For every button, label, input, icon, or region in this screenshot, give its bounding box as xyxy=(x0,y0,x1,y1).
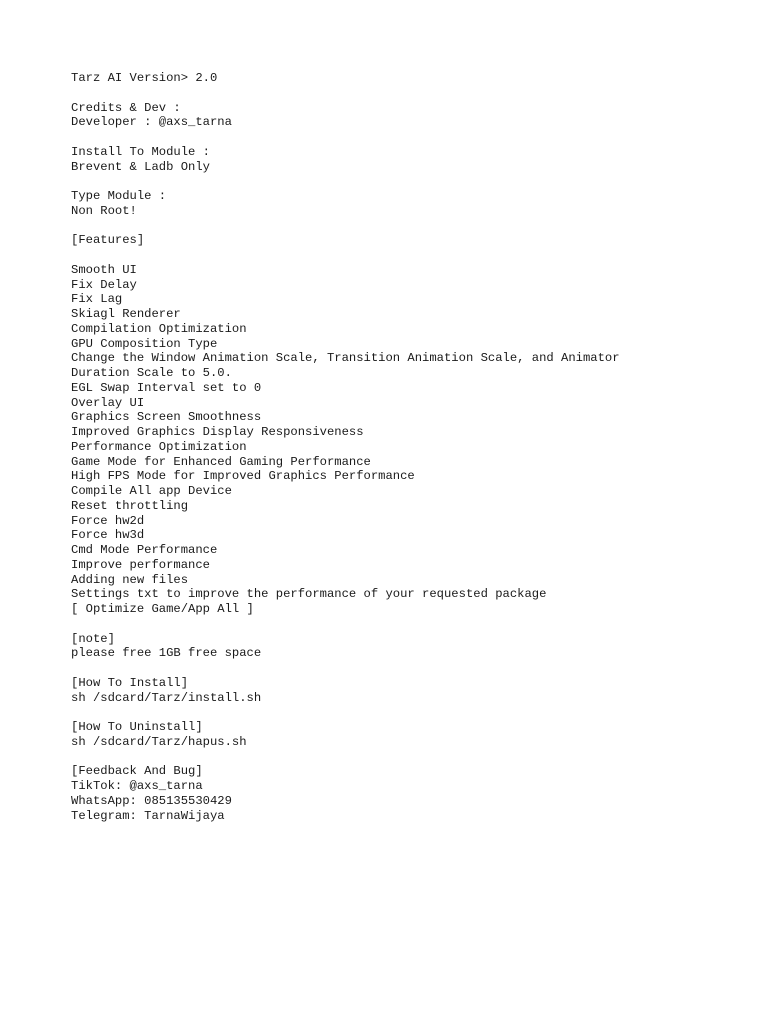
feature-item: Cmd Mode Performance xyxy=(71,543,218,557)
install-command: sh /sdcard/Tarz/install.sh xyxy=(71,690,262,705)
spacer xyxy=(71,750,751,765)
how-to-uninstall-heading: [How To Uninstall] xyxy=(71,720,203,734)
credits-heading: Credits & Dev : xyxy=(71,100,181,115)
feature-item: Change the Window Animation Scale, Transition Animation Scale, and Animator xyxy=(71,351,620,366)
feature-item: Reset throttling xyxy=(71,498,189,513)
document-page xyxy=(71,71,751,823)
feature-item: Fix Lag xyxy=(71,292,123,307)
feature-item: Force hw3d xyxy=(71,528,145,543)
feature-item: High FPS Mode for Improved Graphics Performance xyxy=(71,469,415,484)
install-module-value: Brevent & Ladb Only xyxy=(71,159,210,174)
feature-item: Duration Scale to 5.0. xyxy=(71,366,232,380)
telegram-contact: Telegram: TarnaWijaya xyxy=(71,808,225,823)
feature-item: GPU Composition Type xyxy=(71,336,218,351)
feature-item: Smooth UI xyxy=(71,262,137,277)
developer-line: Developer : @axs_tarna xyxy=(71,115,232,130)
spacer xyxy=(71,174,751,189)
feature-item: Skiagl Renderer xyxy=(71,307,181,321)
feature-item: [ Optimize Game/App All ] xyxy=(71,602,254,616)
how-to-install-heading: [How To Install] xyxy=(71,675,189,690)
spacer xyxy=(71,661,751,676)
feature-item: Compilation Optimization xyxy=(71,321,247,336)
feature-item: Graphics Screen Smoothness xyxy=(71,410,262,425)
install-module-heading: Install To Module : xyxy=(71,144,210,159)
feedback-heading: [Feedback And Bug] xyxy=(71,764,203,779)
feature-item: Improve performance xyxy=(71,557,210,572)
feature-item: Fix Delay xyxy=(71,277,137,292)
feature-item: Settings txt to improve the performance of your requested package xyxy=(71,587,547,602)
spacer xyxy=(71,617,751,632)
uninstall-command: sh /sdcard/Tarz/hapus.sh xyxy=(71,734,247,749)
feature-item: Game Mode for Enhanced Gaming Performance xyxy=(71,454,371,469)
note-heading: [note] xyxy=(71,631,115,646)
tiktok-contact: TikTok: @axs_tarna xyxy=(71,779,203,793)
feature-item: Compile All app Device xyxy=(71,484,232,498)
version-line: Tarz AI Version> 2.0 xyxy=(71,71,218,85)
spacer xyxy=(71,130,751,145)
spacer xyxy=(71,705,751,720)
spacer xyxy=(71,86,751,101)
type-module-value: Non Root! xyxy=(71,203,137,218)
feature-item: Force hw2d xyxy=(71,513,145,528)
feature-item: Improved Graphics Display Responsiveness xyxy=(71,425,364,439)
feature-item: Performance Optimization xyxy=(71,439,247,454)
feature-item: Adding new files xyxy=(71,572,189,587)
features-list xyxy=(71,263,751,617)
feature-item: EGL Swap Interval set to 0 xyxy=(71,380,262,395)
spacer xyxy=(71,219,751,234)
type-module-heading: Type Module : xyxy=(71,189,167,203)
whatsapp-contact: WhatsApp: 085135530429 xyxy=(71,793,232,808)
feature-item: Overlay UI xyxy=(71,395,145,410)
note-text: please free 1GB free space xyxy=(71,646,262,661)
features-heading: [Features] xyxy=(71,233,145,248)
spacer xyxy=(71,248,751,263)
